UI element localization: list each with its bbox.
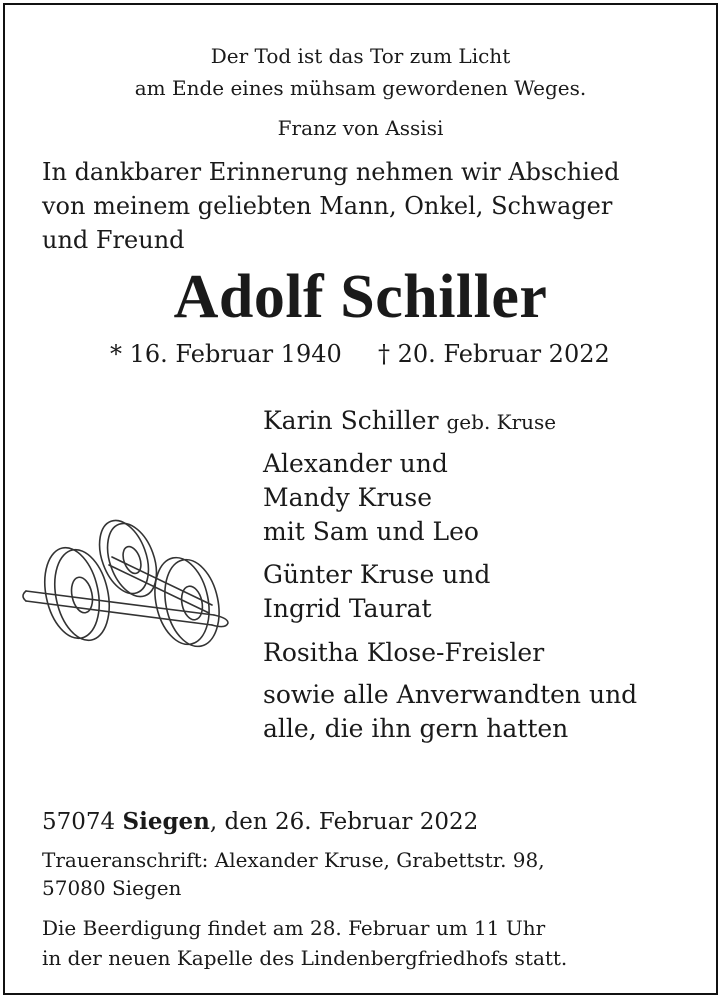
address-line-1: Traueranschrift: Alexander Kruse, Grabettstr. 98, <box>42 848 545 872</box>
mourner-rositha: Rositha Klose-Freisler <box>263 638 545 667</box>
postcode: 57074 <box>42 809 116 835</box>
dumbbells-icon <box>14 505 244 650</box>
quote-author: Franz von Assisi <box>277 116 444 140</box>
mourner-alexander-1: Alexander und <box>263 449 448 478</box>
intro-line-1: In dankbarer Erinnerung nehmen wir Abschied <box>42 158 620 186</box>
funeral-line-1: Die Beerdigung findet am 28. Februar um 11 Uhr <box>42 916 546 940</box>
date-suffix: , den 26. Februar 2022 <box>209 809 479 835</box>
intro-line-2: von meinem geliebten Mann, Onkel, Schwager <box>42 192 613 220</box>
mourner-others-1: sowie alle Anverwandten und <box>263 680 638 709</box>
mourner-alexander-2: Mandy Kruse <box>263 483 433 512</box>
mourner-karin-note: geb. Kruse <box>446 410 557 434</box>
quote-line-2: am Ende eines mühsam gewordenen Weges. <box>134 76 587 100</box>
funeral-line-2: in der neuen Kapelle des Lindenbergfriedhofs statt. <box>42 946 568 970</box>
quote-line-1: Der Tod ist das Tor zum Licht <box>210 44 511 68</box>
place-date <box>42 807 478 837</box>
deceased-name: Adolf Schiller <box>173 263 548 331</box>
mourner-karin-name: Karin Schiller <box>263 406 439 435</box>
mourner-guenter-2: Ingrid Taurat <box>263 594 432 623</box>
city: Siegen <box>122 808 210 835</box>
mourner-alexander-3: mit Sam und Leo <box>263 517 479 546</box>
mourner-karin <box>263 404 556 439</box>
address-line-2: 57080 Siegen <box>42 876 182 900</box>
mourner-others-2: alle, die ihn gern hatten <box>263 714 569 743</box>
intro-line-3: und Freund <box>42 226 185 254</box>
birth-date: * 16. Februar 1940 <box>110 340 342 368</box>
mourner-guenter-1: Günter Kruse und <box>263 560 491 589</box>
death-date: † 20. Februar 2022 <box>378 340 610 368</box>
